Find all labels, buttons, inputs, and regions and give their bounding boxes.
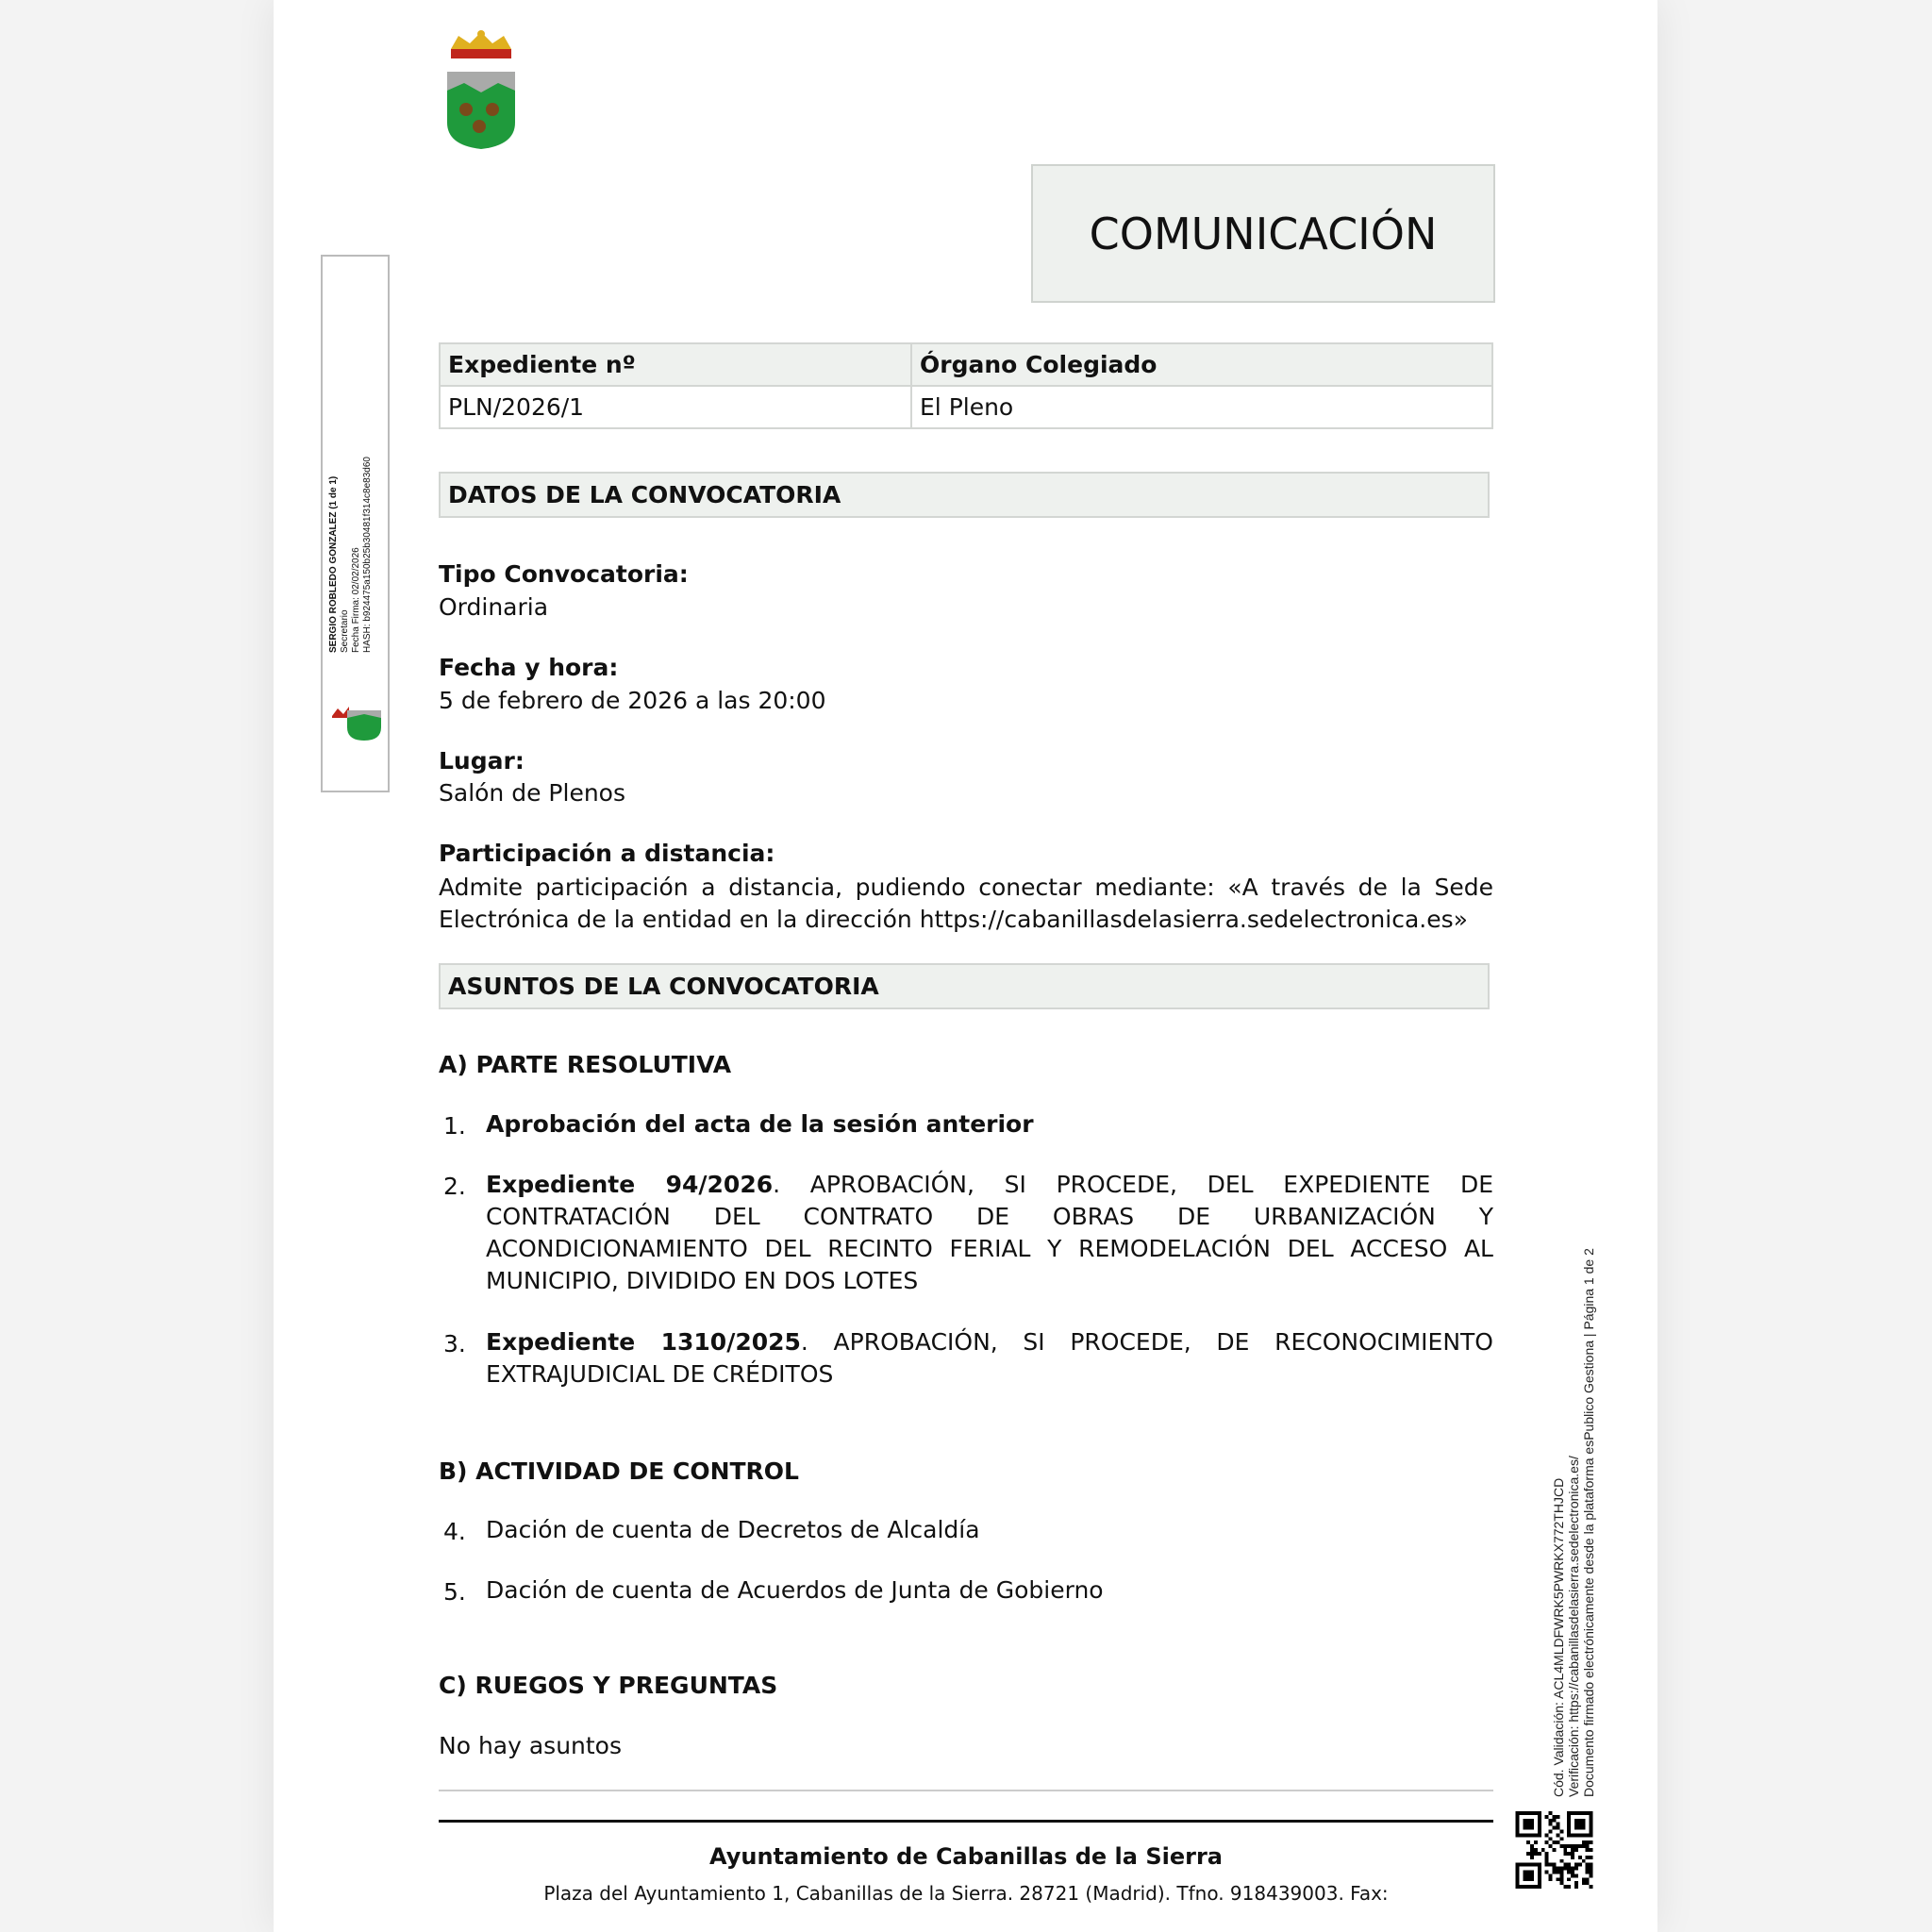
signer-name: SERGIO ROBLEDO GONZALEZ (1 de 1) [328,475,339,653]
signature-date: Fecha Firma: 02/02/2026 [351,547,361,653]
document-title: COMUNICACIÓN [1031,164,1495,303]
section-asuntos: ASUNTOS DE LA CONVOCATORIA [439,963,1490,1009]
divider [439,1790,1493,1791]
header-organo: Órgano Colegiado [911,343,1492,386]
part-a-title: A) PARTE RESOLUTIVA [439,1051,732,1078]
lugar-label: Lugar: [439,747,525,774]
expediente-table [439,342,1493,429]
coat-of-arms-small-icon [330,705,383,742]
lugar-value: Salón de Plenos [439,779,625,807]
agenda-item [486,1169,1493,1297]
item-number: 1. [443,1112,466,1140]
signer-role: Secretario [340,609,350,653]
section-datos: DATOS DE LA CONVOCATORIA [439,472,1490,518]
agenda-item [486,1574,1493,1607]
fecha-value: 5 de febrero de 2026 a las 20:00 [439,687,826,714]
item-text: . APROBACIÓN, SI PROCEDE, DEL EXPEDIENTE DE CONTRATACIÓN DEL CONTRATO DE OBRAS DE URBANIZACIÓN Y ACONDICIONAMIENTO DEL RECINTO FERIAL Y REMODELACIÓN DEL ACCESO AL MUNICIPIO, DIVIDIDO EN DOS LOTES [486,1171,1493,1294]
header-expediente: Expediente nº [440,343,911,386]
fecha-label: Fecha y hora: [439,654,619,681]
verification-text [1551,1248,1596,1797]
part-c-text: No hay asuntos [439,1732,623,1759]
part-b-title: B) ACTIVIDAD DE CONTROL [439,1457,799,1485]
item-number: 4. [443,1518,466,1545]
value-organo: El Pleno [911,386,1492,428]
participacion-value: Admite participación a distancia, pudiendo conectar mediante: «A través de la Sede Electrónica de la entidad en la dirección https://cabanillasdelasierra.sedelectronica.es» [439,874,1493,933]
tipo-label: Tipo Convocatoria: [439,560,689,588]
part-c-title: C) RUEGOS Y PREGUNTAS [439,1672,778,1699]
item-text: Dación de cuenta de Decretos de Alcaldía [486,1516,980,1543]
footer-divider [439,1820,1493,1823]
agenda-item [486,1108,1493,1141]
value-expediente: PLN/2026/1 [440,386,911,428]
tipo-value: Ordinaria [439,593,549,621]
validation-code: Cód. Validación: ACL4MLDFWRK5PWRKX772THJCD [1551,1477,1566,1797]
signature-note: Documento firmado electrónicamente desde la plataforma esPublico Gestiona | Página 1 de 2 [1581,1248,1596,1797]
agenda-item [486,1514,1493,1546]
item-number: 5. [443,1578,466,1606]
verification-url: Verificación: https://cabanillasdelasierra.sedelectronica.es/ [1566,1456,1581,1797]
footer-org: Ayuntamiento de Cabanillas de la Sierra [709,1843,1223,1870]
item-title: Aprobación del acta de la sesión anterior [486,1110,1034,1138]
item-title: Expediente 1310/2025 [486,1328,801,1356]
agenda-item [486,1326,1493,1391]
item-title: Expediente 94/2026 [486,1171,774,1198]
participacion-label: Participación a distancia: [439,840,775,867]
coat-of-arms-logo [443,28,519,151]
signature-stamp [321,255,390,792]
item-text: Dación de cuenta de Acuerdos de Junta de Gobierno [486,1576,1104,1604]
item-text: . APROBACIÓN, SI PROCEDE, DE RECONOCIMIENTO EXTRAJUDICIAL DE CRÉDITOS [486,1328,1493,1388]
qr-code-icon[interactable] [1515,1811,1593,1889]
item-number: 3. [443,1330,466,1357]
signature-hash: HASH: b924475a150b25b30481f314c8e83d60 [362,457,373,653]
footer-address: Plaza del Ayuntamiento 1, Cabanillas de la Sierra. 28721 (Madrid). Tfno. 918439003. Fax: [543,1882,1389,1905]
item-number: 2. [443,1173,466,1200]
